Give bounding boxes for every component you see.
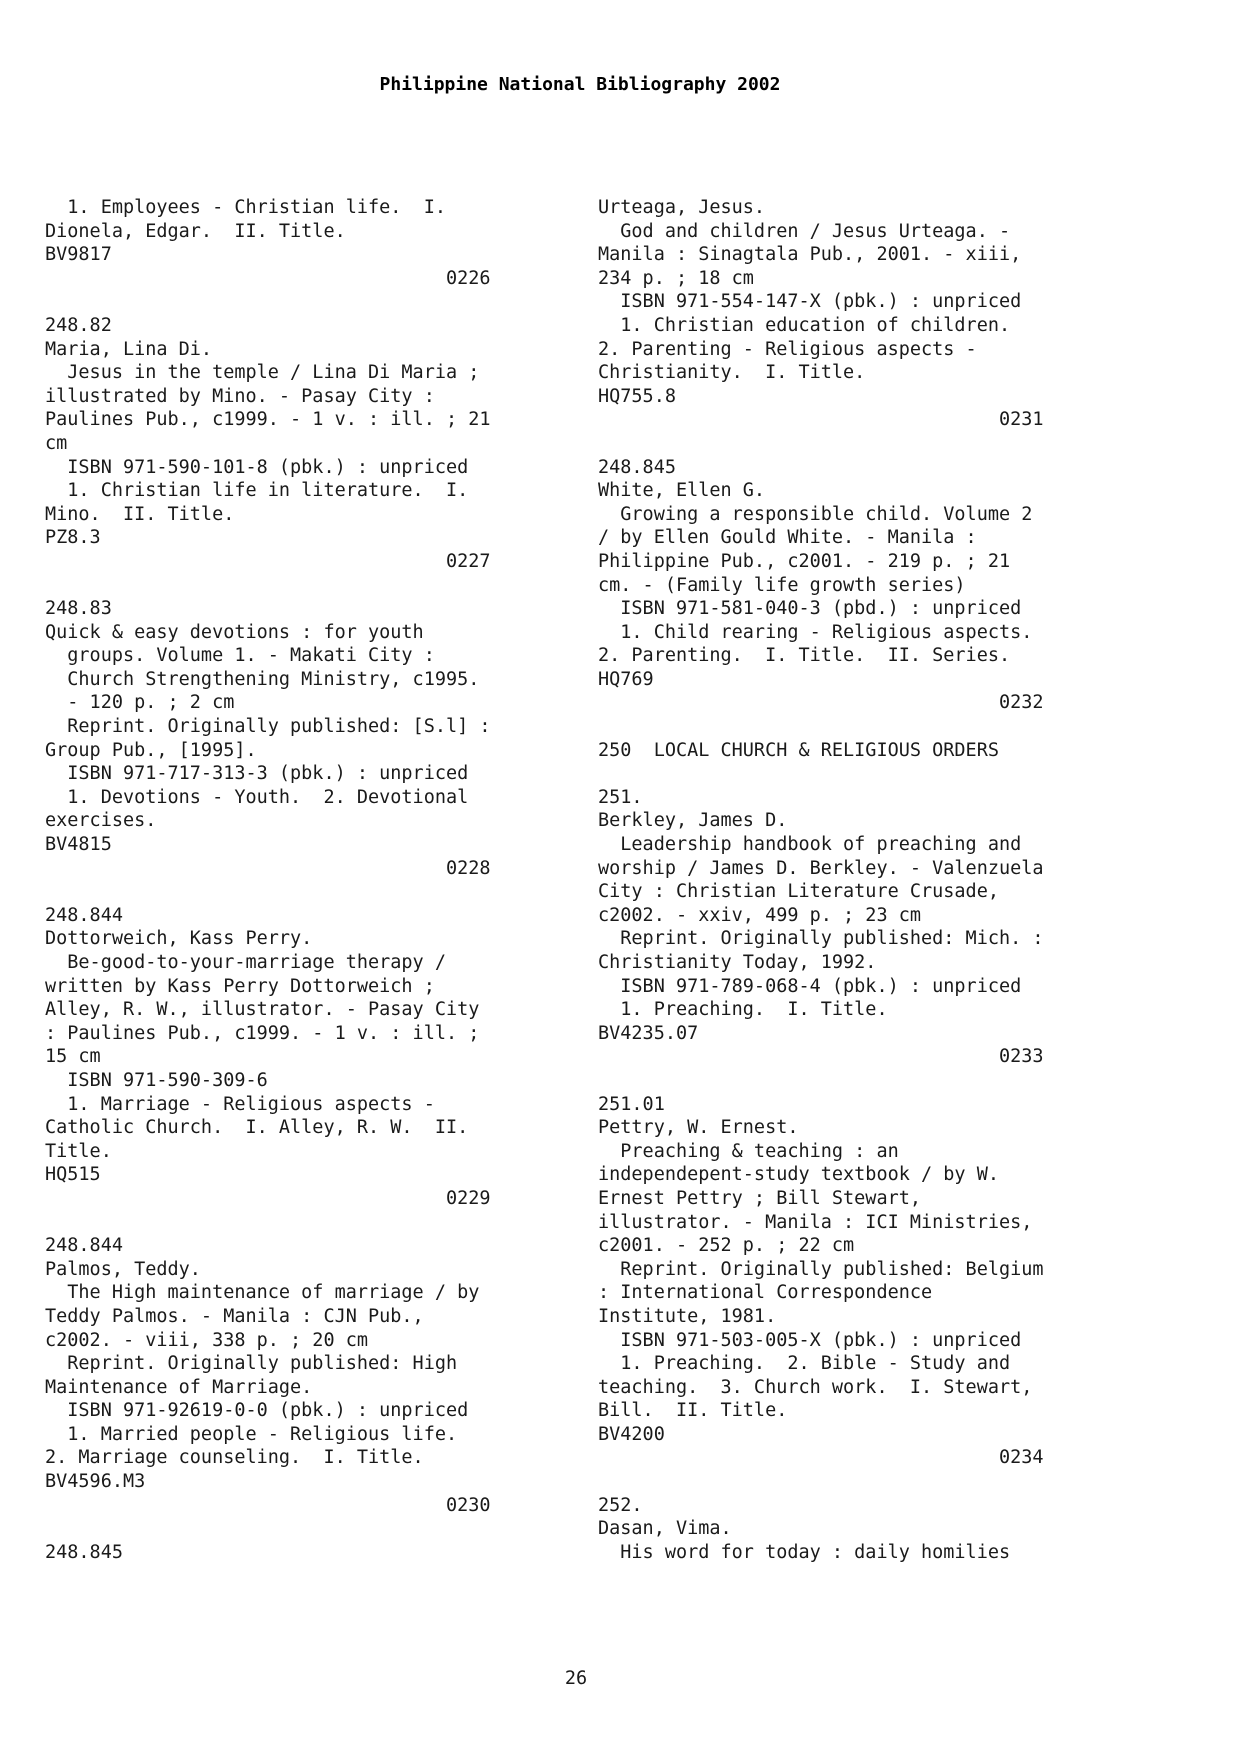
text-line: ISBN 971-789-068-4 (pbk.) : unpriced xyxy=(598,975,1022,997)
text-line xyxy=(45,1211,555,1235)
text-line: / by Ellen Gould White. - Manila : xyxy=(598,527,977,549)
text-line: 0233 xyxy=(598,1046,1044,1068)
text-line: Pettry, W. Ernest. xyxy=(598,1117,799,1139)
text-line: Leadership handbook of preaching and xyxy=(598,834,1022,856)
text-line: 0232 xyxy=(598,692,1044,714)
text-line: 1. Devotions - Youth. 2. Devotional xyxy=(45,786,469,808)
text-line: independepent-study textbook / by W. xyxy=(598,1164,999,1186)
text-line: Dottorweich, Kass Perry. xyxy=(45,928,313,950)
text-line: worship / James D. Berkley. - Valenzuela xyxy=(598,857,1044,879)
text-line: teaching. 3. Church work. I. Stewart, xyxy=(598,1376,1033,1398)
text-line: groups. Volume 1. - Makati City : xyxy=(45,645,435,667)
text-line: 1. Christian education of children. xyxy=(598,314,1011,336)
text-line: Paulines Pub., c1999. - 1 v. : ill. ; 21 xyxy=(45,409,491,431)
text-line: Be-good-to-your-marriage therapy / xyxy=(45,952,446,973)
text-line: ISBN 971-717-313-3 (pbk.) : unpriced xyxy=(45,763,469,785)
text-line: 248.82 xyxy=(45,314,112,336)
text-line: HQ769 xyxy=(598,668,654,690)
text-line: c2002. - viii, 338 p. ; 20 cm xyxy=(45,1329,369,1351)
text-line: 1. Child rearing - Religious aspects. xyxy=(598,621,1033,643)
text-line: Jesus in the temple / Lina Di Maria ; xyxy=(45,362,480,384)
text-line xyxy=(598,1470,1158,1494)
text-line: God and children / Jesus Urteaga. - xyxy=(598,220,1011,242)
text-line: Dionela, Edgar. II. Title. xyxy=(45,220,346,242)
text-line: Alley, R. W., illustrator. - Pasay City xyxy=(45,999,480,1021)
text-line xyxy=(598,432,1158,456)
text-line: c2001. - 252 p. ; 22 cm xyxy=(598,1235,855,1257)
text-line: His word for today : daily homilies xyxy=(598,1541,1011,1563)
text-line: ISBN 971-590-309-6 xyxy=(45,1069,268,1091)
text-line: Title. xyxy=(45,1140,112,1162)
text-line xyxy=(45,290,555,314)
text-line: Bill. II. Title. xyxy=(598,1400,788,1422)
text-line: - 120 p. ; 2 cm xyxy=(45,692,235,714)
text-line: Philippine Pub., c2001. - 219 p. ; 21 xyxy=(598,550,1011,572)
text-line: 1. Preaching. 2. Bible - Study and xyxy=(598,1353,1011,1375)
text-line: ISBN 971-92619-0-0 (pbk.) : unpriced xyxy=(45,1400,469,1422)
text-line xyxy=(45,1517,555,1541)
text-line: PZ8.3 xyxy=(45,527,101,549)
text-line: ISBN 971-590-101-8 (pbk.) : unpriced xyxy=(45,456,469,478)
text-line: 2. Marriage counseling. I. Title. xyxy=(45,1447,424,1469)
text-line: illustrated by Mino. - Pasay City : xyxy=(45,385,435,407)
left-column xyxy=(45,196,555,1564)
text-line: Christianity Today, 1992. xyxy=(598,952,877,973)
text-line: Mino. II. Title. xyxy=(45,503,235,525)
text-line: Reprint. Originally published: [S.l] : xyxy=(45,716,491,738)
text-line: 234 p. ; 18 cm xyxy=(598,267,754,289)
text-line: 252. xyxy=(598,1494,643,1516)
text-line: 248.844 xyxy=(45,1235,123,1257)
text-line: Quick & easy devotions : for youth xyxy=(45,621,424,643)
text-line: Teddy Palmos. - Manila : CJN Pub., xyxy=(45,1305,424,1327)
text-line: Preaching & teaching : an xyxy=(598,1140,899,1162)
text-line: Growing a responsible child. Volume 2 xyxy=(598,503,1033,525)
text-line: Christianity. I. Title. xyxy=(598,362,866,384)
text-line: Urteaga, Jesus. xyxy=(598,197,766,218)
text-line: Berkley, James D. xyxy=(598,810,788,832)
text-line: 1. Employees - Christian life. I. xyxy=(45,197,446,218)
text-line xyxy=(45,574,555,598)
text-line: 251. xyxy=(598,786,643,808)
text-line: BV4200 xyxy=(598,1423,665,1445)
text-line: 1. Marriage - Religious aspects - xyxy=(45,1093,435,1115)
text-line: 248.845 xyxy=(45,1541,123,1563)
text-line xyxy=(598,762,1158,786)
text-line: Reprint. Originally published: Belgium xyxy=(598,1258,1044,1280)
text-line: Church Strengthening Ministry, c1995. xyxy=(45,668,480,690)
text-line: Institute, 1981. xyxy=(598,1305,777,1327)
text-line: ISBN 971-581-040-3 (pbd.) : unpriced xyxy=(598,598,1022,620)
text-line: : Paulines Pub., c1999. - 1 v. : ill. ; xyxy=(45,1022,480,1044)
text-line: : International Correspondence xyxy=(598,1282,933,1304)
text-line: written by Kass Perry Dottorweich ; xyxy=(45,975,435,997)
text-line: 1. Preaching. I. Title. xyxy=(598,999,888,1021)
page-title: Philippine National Bibliography 2002 xyxy=(379,74,781,95)
text-line: 15 cm xyxy=(45,1046,101,1068)
text-line: 1. Christian life in literature. I. xyxy=(45,480,469,502)
text-line: exercises. xyxy=(45,810,157,832)
text-line: 248.83 xyxy=(45,598,112,620)
text-line: BV4235.07 xyxy=(598,1022,699,1044)
text-line: BV9817 xyxy=(45,244,112,266)
text-line xyxy=(598,715,1158,739)
right-column xyxy=(598,196,1158,1564)
text-line: City : Christian Literature Crusade, xyxy=(598,881,999,903)
text-line: 0228 xyxy=(45,857,491,879)
text-line: White, Ellen G. xyxy=(598,480,766,502)
text-line: 0229 xyxy=(45,1187,491,1209)
text-line: Maria, Lina Di. xyxy=(45,338,213,360)
text-line: ISBN 971-554-147-X (pbk.) : unpriced xyxy=(598,291,1022,313)
text-line: Group Pub., [1995]. xyxy=(45,739,257,761)
text-line xyxy=(598,1069,1158,1093)
text-line: 0234 xyxy=(598,1447,1044,1469)
text-line: Reprint. Originally published: High xyxy=(45,1353,458,1375)
text-line: cm. - (Family life growth series) xyxy=(598,574,966,596)
text-line: 0231 xyxy=(598,409,1044,431)
text-line: Ernest Pettry ; Bill Stewart, xyxy=(598,1187,922,1209)
text-line: The High maintenance of marriage / by xyxy=(45,1282,480,1304)
text-line: 2. Parenting - Religious aspects - xyxy=(598,338,977,360)
text-line: 2. Parenting. I. Title. II. Series. xyxy=(598,645,1011,667)
text-line: c2002. - xxiv, 499 p. ; 23 cm xyxy=(598,904,922,926)
text-line: cm xyxy=(45,432,68,454)
text-line: 0226 xyxy=(45,267,491,289)
text-line: 0227 xyxy=(45,550,491,572)
text-line: Maintenance of Marriage. xyxy=(45,1376,313,1398)
text-line: 248.845 xyxy=(598,456,676,478)
text-line: HQ755.8 xyxy=(598,385,676,407)
text-line: Manila : Sinagtala Pub., 2001. - xiii, xyxy=(598,244,1022,266)
text-line: BV4815 xyxy=(45,834,112,856)
text-line: Catholic Church. I. Alley, R. W. II. xyxy=(45,1117,469,1139)
text-line xyxy=(45,880,555,904)
text-line: HQ515 xyxy=(45,1164,101,1186)
text-line: 251.01 xyxy=(598,1093,665,1115)
text-line: Reprint. Originally published: Mich. : xyxy=(598,928,1044,950)
text-line: Palmos, Teddy. xyxy=(45,1258,201,1280)
text-line: 250 LOCAL CHURCH & RELIGIOUS ORDERS xyxy=(598,739,999,761)
text-line: Dasan, Vima. xyxy=(598,1518,732,1540)
text-line: 1. Married people - Religious life. xyxy=(45,1423,458,1445)
text-line: 0230 xyxy=(45,1494,491,1516)
text-line: ISBN 971-503-005-X (pbk.) : unpriced xyxy=(598,1329,1022,1351)
text-line: illustrator. - Manila : ICI Ministries, xyxy=(598,1211,1033,1233)
text-line: BV4596.M3 xyxy=(45,1471,146,1493)
page-number: 26 xyxy=(564,1668,588,1689)
text-line: 248.844 xyxy=(45,904,123,926)
